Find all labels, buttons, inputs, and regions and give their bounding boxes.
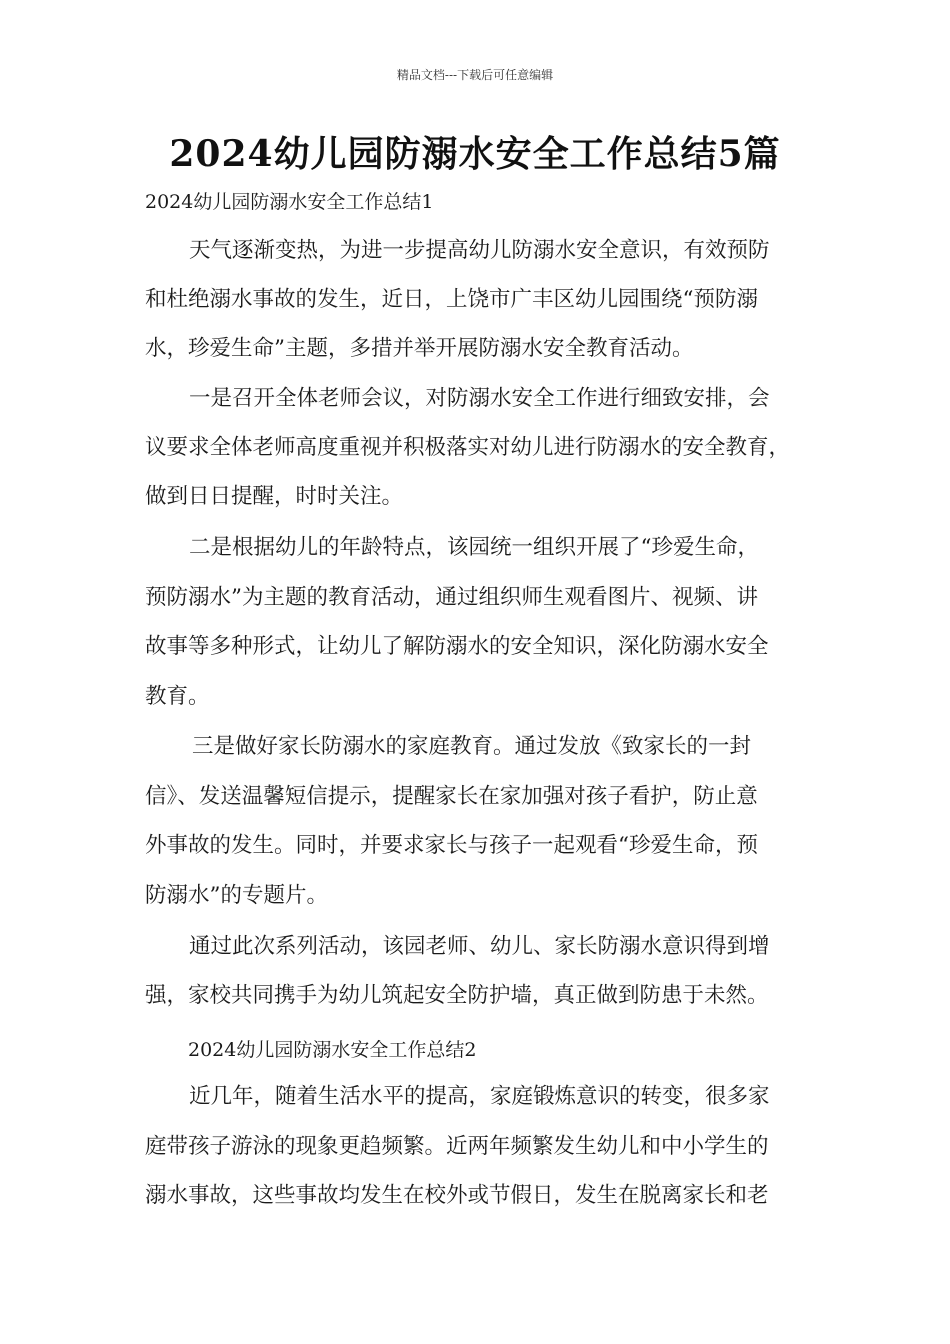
paragraph-line: 通过此次系列活动，该园老师、幼儿、家长防溺水意识得到增: [189, 934, 770, 959]
paragraph-line: 和杜绝溺水事故的发生，近日，上饶市广丰区幼儿园围绕“预防溺: [145, 287, 758, 312]
paragraph-line: 天气逐渐变热，为进一步提高幼儿防溺水安全意识，有效预防: [189, 238, 770, 263]
header-note: 精品文档---下载后可任意编辑: [396, 68, 554, 82]
paragraph-line: 三是做好家长防溺水的家庭教育。通过发放《致家长的一封: [192, 734, 752, 759]
paragraph-line: 教育。: [145, 684, 210, 709]
paragraph-line: 故事等多种形式，让幼儿了解防溺水的安全知识，深化防溺水安全: [145, 634, 769, 659]
paragraph-line: 水，珍爱生命”主题，多措并举开展防溺水安全教育活动。: [145, 336, 694, 361]
paragraph-line: 议要求全体老师高度重视并积极落实对幼儿进行防溺水的安全教育，: [145, 435, 791, 460]
paragraph-line: 近几年，随着生活水平的提高，家庭锻炼意识的转变，很多家: [189, 1084, 770, 1109]
paragraph-line: 做到日日提醒，时时关注。: [145, 484, 404, 509]
section-heading: 2024幼儿园防溺水安全工作总结2: [188, 1039, 477, 1061]
paragraph-line: 庭带孩子游泳的现象更趋频繁。近两年频繁发生幼儿和中小学生的: [145, 1134, 769, 1159]
paragraph-line: 溺水事故，这些事故均发生在校外或节假日，发生在脱离家长和老: [145, 1183, 769, 1208]
paragraph-line: 信》、发送温馨短信提示，提醒家长在家加强对孩子看护，防止意: [145, 784, 758, 809]
paragraph-line: 二是根据幼儿的年龄特点，该园统一组织开展了“珍爱生命，: [189, 535, 759, 560]
paragraph-line: 一是召开全体老师会议，对防溺水安全工作进行细致安排，会: [189, 386, 770, 411]
section-heading: 2024幼儿园防溺水安全工作总结1: [145, 191, 434, 213]
document-title: 2024幼儿园防溺水安全工作总结5篇: [169, 133, 781, 175]
paragraph-line: 防溺水”的专题片。: [145, 883, 328, 908]
paragraph-line: 外事故的发生。同时，并要求家长与孩子一起观看“珍爱生命，预: [145, 833, 758, 858]
paragraph-line: 预防溺水”为主题的教育活动，通过组织师生观看图片、视频、讲: [145, 585, 758, 610]
paragraph-line: 强，家校共同携手为幼儿筑起安全防护墙，真正做到防患于未然。: [145, 983, 769, 1008]
